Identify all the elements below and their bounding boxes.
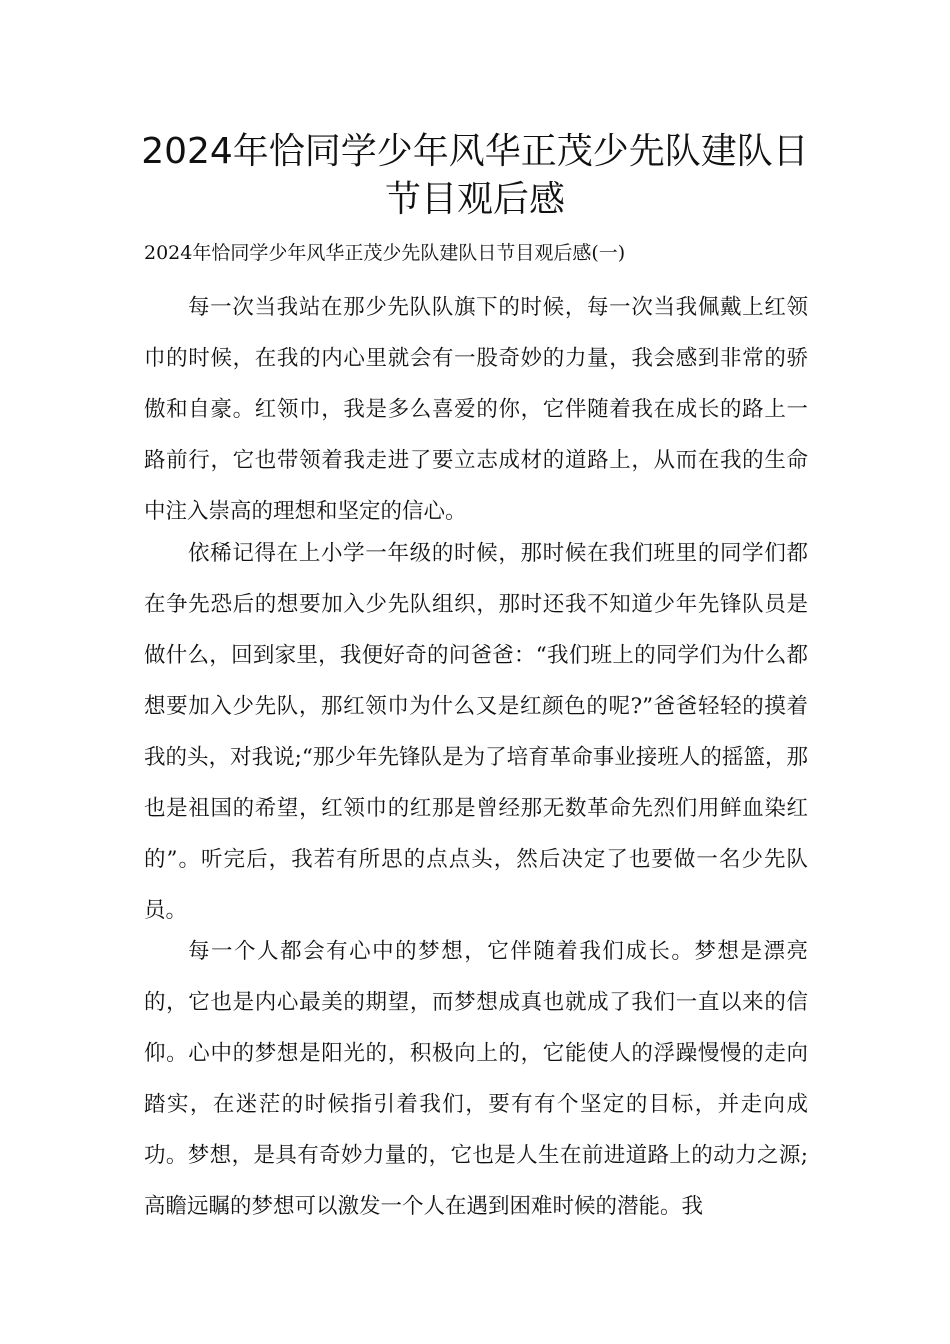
paragraph-2: 依稀记得在上小学一年级的时候，那时候在我们班里的同学们都在争先恐后的想要加入少先队组织，那时还我不知道少年先锋队员是做什么，回到家里，我便好奇的问爸爸：“我们班上的同学们为什么都想要加入少先队，那红领巾为什么又是红颜色的呢?”爸爸轻轻的摸着我的头，对我说;“那少年先锋队是为了培育革命事业接班人的摇篮，那也是祖国的希望，红领巾的红那是曾经那无数革命先烈们用鲜血染红的”。听完后，我若有所思的点点头，然后决定了也要做一名少先队员。	[144, 541, 808, 923]
paragraph-3: 每一个人都会有心中的梦想，它伴随着我们成长。梦想是漂亮的，它也是内心最美的期望，而梦想成真也就成了我们一直以来的信仰。心中的梦想是阳光的，积极向上的，它能使人的浮躁慢慢的走向踏实，在迷茫的时候指引着我们，要有有个坚定的目标，并走向成功。梦想，是具有奇妙力量的，它也是人生在前进道路上的动力之源;高瞻远瞩的梦想可以激发一个人在遇到困难时候的潜能。我	[144, 939, 808, 1219]
document-subtitle: 2024年恰同学少年风华正茂少先队建队日节目观后感(一)	[144, 242, 626, 264]
paragraph-1: 每一次当我站在那少先队队旗下的时候，每一次当我佩戴上红领巾的时候，在我的内心里就会有一股奇妙的力量，我会感到非常的骄傲和自豪。红领巾，我是多么喜爱的你，它伴随着我在成长的路上一路前行，它也带领着我走进了要立志成材的道路上，从而在我的生命中注入崇高的理想和坚定的信心。	[144, 295, 808, 524]
document-title: 2024年恰同学少年风华正茂少先队建队日节目观后感	[141, 131, 809, 220]
